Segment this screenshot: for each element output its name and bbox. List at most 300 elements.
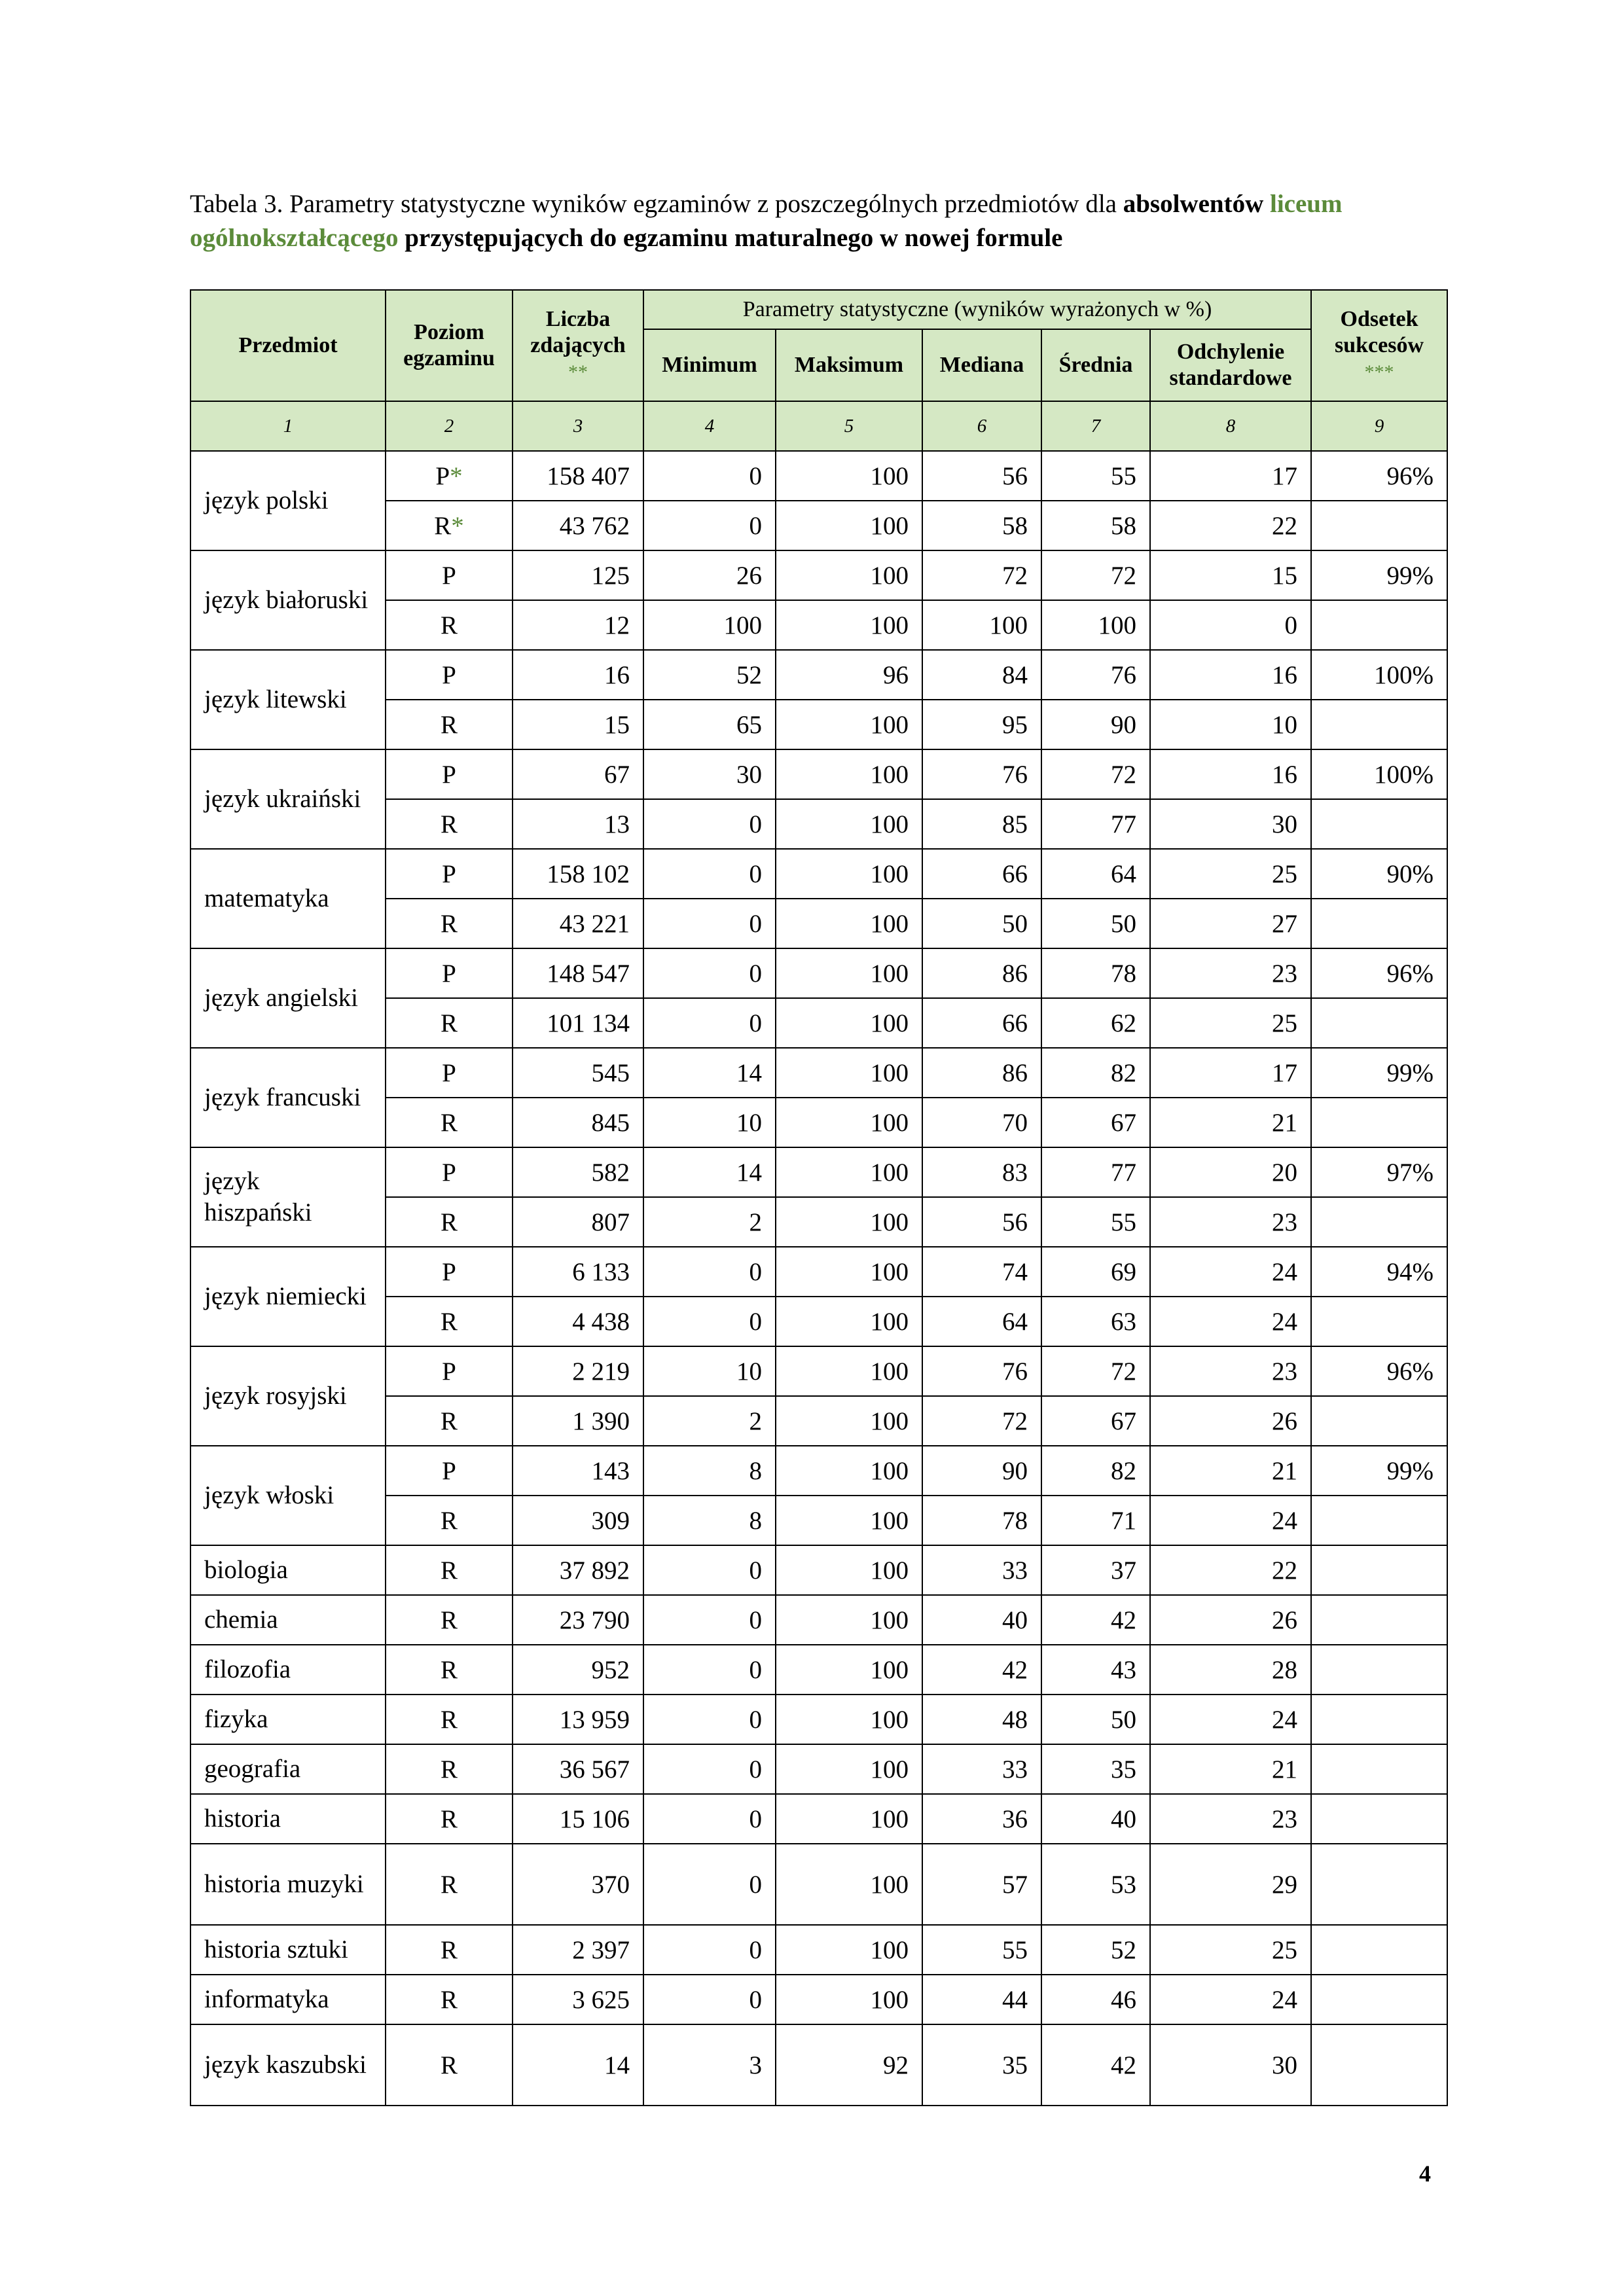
subject-cell: język niemiecki bbox=[190, 1247, 386, 1346]
table-row bbox=[190, 1844, 1447, 1925]
subject-cell: język kaszubski bbox=[190, 2024, 386, 2106]
level-cell bbox=[386, 700, 513, 749]
minimum-cell: 0 bbox=[643, 501, 776, 550]
srednia-cell: 50 bbox=[1041, 1695, 1150, 1744]
srednia-cell: 64 bbox=[1041, 849, 1150, 899]
liczba-cell: 158 407 bbox=[513, 451, 643, 501]
odchylenie-cell: 17 bbox=[1150, 1048, 1311, 1098]
table-row bbox=[190, 550, 1447, 600]
odchylenie-cell: 28 bbox=[1150, 1645, 1311, 1695]
srednia-cell: 55 bbox=[1041, 1197, 1150, 1247]
level-value: R bbox=[440, 611, 458, 639]
odsetek-cell: 97% bbox=[1311, 1147, 1447, 1197]
maksimum-cell: 100 bbox=[776, 1247, 922, 1297]
maksimum-cell: 100 bbox=[776, 849, 922, 899]
subject-cell: język francuski bbox=[190, 1048, 386, 1147]
maksimum-cell: 100 bbox=[776, 1975, 922, 2024]
table-row bbox=[190, 1794, 1447, 1844]
level-value: P bbox=[442, 1158, 456, 1187]
level-value: R bbox=[440, 1804, 458, 1833]
level-cell bbox=[386, 1396, 513, 1446]
srednia-cell: 46 bbox=[1041, 1975, 1150, 2024]
table-row bbox=[190, 1595, 1447, 1645]
srednia-cell: 77 bbox=[1041, 799, 1150, 849]
mediana-cell: 72 bbox=[922, 1396, 1041, 1446]
mediana-cell: 33 bbox=[922, 1545, 1041, 1595]
column-number: 4 bbox=[643, 401, 776, 451]
odsetek-cell: 96% bbox=[1311, 451, 1447, 501]
liczba-cell: 37 892 bbox=[513, 1545, 643, 1595]
maksimum-cell: 100 bbox=[776, 749, 922, 799]
header-parametry: Parametry statystyczne (wyników wyrażonych w %) bbox=[643, 290, 1311, 329]
mediana-cell: 48 bbox=[922, 1695, 1041, 1744]
mediana-cell: 85 bbox=[922, 799, 1041, 849]
mediana-cell: 33 bbox=[922, 1744, 1041, 1794]
subject-cell: język polski bbox=[190, 451, 386, 550]
liczba-cell: 3 625 bbox=[513, 1975, 643, 2024]
maksimum-cell: 100 bbox=[776, 1695, 922, 1744]
liczba-cell: 13 bbox=[513, 799, 643, 849]
mediana-cell: 66 bbox=[922, 849, 1041, 899]
srednia-cell: 67 bbox=[1041, 1098, 1150, 1147]
level-value: P bbox=[442, 660, 456, 689]
liczba-cell: 16 bbox=[513, 650, 643, 700]
level-cell bbox=[386, 1844, 513, 1925]
level-value: P bbox=[442, 859, 456, 888]
level-cell bbox=[386, 600, 513, 650]
liczba-cell: 845 bbox=[513, 1098, 643, 1147]
minimum-cell: 8 bbox=[643, 1446, 776, 1496]
odchylenie-cell: 22 bbox=[1150, 501, 1311, 550]
header-liczba-label: Liczba zdających bbox=[530, 306, 626, 357]
maksimum-cell: 100 bbox=[776, 1545, 922, 1595]
level-cell bbox=[386, 1147, 513, 1197]
level-cell bbox=[386, 1197, 513, 1247]
odchylenie-cell: 29 bbox=[1150, 1844, 1311, 1925]
level-cell bbox=[386, 1975, 513, 2024]
minimum-cell: 0 bbox=[643, 1247, 776, 1297]
liczba-cell: 545 bbox=[513, 1048, 643, 1098]
level-cell bbox=[386, 998, 513, 1048]
minimum-cell: 0 bbox=[643, 899, 776, 948]
maksimum-cell: 100 bbox=[776, 998, 922, 1048]
table-row bbox=[190, 1645, 1447, 1695]
maksimum-cell: 100 bbox=[776, 1794, 922, 1844]
minimum-cell: 0 bbox=[643, 1925, 776, 1975]
level-cell bbox=[386, 1695, 513, 1744]
odchylenie-cell: 16 bbox=[1150, 650, 1311, 700]
minimum-cell: 2 bbox=[643, 1396, 776, 1446]
odchylenie-cell: 26 bbox=[1150, 1396, 1311, 1446]
level-cell bbox=[386, 899, 513, 948]
subject-cell: język białoruski bbox=[190, 550, 386, 650]
level-cell bbox=[386, 2024, 513, 2106]
maksimum-cell: 100 bbox=[776, 1346, 922, 1396]
liczba-cell: 158 102 bbox=[513, 849, 643, 899]
table-row bbox=[190, 1346, 1447, 1396]
odchylenie-cell: 26 bbox=[1150, 1595, 1311, 1645]
minimum-cell: 26 bbox=[643, 550, 776, 600]
maksimum-cell: 100 bbox=[776, 799, 922, 849]
maksimum-cell: 100 bbox=[776, 501, 922, 550]
odsetek-cell bbox=[1311, 700, 1447, 749]
level-value: R bbox=[434, 511, 452, 540]
srednia-cell: 69 bbox=[1041, 1247, 1150, 1297]
srednia-cell: 72 bbox=[1041, 749, 1150, 799]
level-cell bbox=[386, 1247, 513, 1297]
mediana-cell: 76 bbox=[922, 1346, 1041, 1396]
level-cell bbox=[386, 650, 513, 700]
subject-cell: historia muzyki bbox=[190, 1844, 386, 1925]
maksimum-cell: 100 bbox=[776, 1048, 922, 1098]
odsetek-cell bbox=[1311, 998, 1447, 1048]
maksimum-cell: 100 bbox=[776, 1197, 922, 1247]
level-value: R bbox=[440, 1506, 458, 1535]
odchylenie-cell: 16 bbox=[1150, 749, 1311, 799]
minimum-cell: 0 bbox=[643, 1545, 776, 1595]
odchylenie-cell: 20 bbox=[1150, 1147, 1311, 1197]
minimum-cell: 8 bbox=[643, 1496, 776, 1545]
maksimum-cell: 100 bbox=[776, 451, 922, 501]
level-value: R bbox=[440, 909, 458, 938]
table-row bbox=[190, 451, 1447, 501]
mediana-cell: 35 bbox=[922, 2024, 1041, 2106]
srednia-cell: 78 bbox=[1041, 948, 1150, 998]
srednia-cell: 43 bbox=[1041, 1645, 1150, 1695]
level-cell bbox=[386, 1744, 513, 1794]
level-value: P bbox=[442, 1058, 456, 1087]
table-row bbox=[190, 1048, 1447, 1098]
mediana-cell: 86 bbox=[922, 948, 1041, 998]
caption-green: liceum ogólnokształcącego bbox=[190, 190, 1343, 252]
odchylenie-cell: 23 bbox=[1150, 1794, 1311, 1844]
liczba-cell: 14 bbox=[513, 2024, 643, 2106]
header-przedmiot: Przedmiot bbox=[190, 290, 386, 401]
liczba-cell: 582 bbox=[513, 1147, 643, 1197]
odchylenie-cell: 25 bbox=[1150, 849, 1311, 899]
odsetek-cell: 99% bbox=[1311, 550, 1447, 600]
level-value: R bbox=[440, 710, 458, 739]
mediana-cell: 36 bbox=[922, 1794, 1041, 1844]
mediana-cell: 44 bbox=[922, 1975, 1041, 2024]
subject-cell: informatyka bbox=[190, 1975, 386, 2024]
srednia-cell: 50 bbox=[1041, 899, 1150, 948]
subject-cell: matematyka bbox=[190, 849, 386, 948]
odchylenie-cell: 17 bbox=[1150, 451, 1311, 501]
level-cell bbox=[386, 451, 513, 501]
liczba-cell: 15 106 bbox=[513, 1794, 643, 1844]
level-cell bbox=[386, 1545, 513, 1595]
odsetek-cell bbox=[1311, 799, 1447, 849]
liczba-cell: 15 bbox=[513, 700, 643, 749]
level-value: R bbox=[440, 1108, 458, 1137]
header-mediana: Mediana bbox=[922, 329, 1041, 401]
table-caption bbox=[190, 187, 1447, 255]
odsetek-cell: 99% bbox=[1311, 1446, 1447, 1496]
odchylenie-cell: 23 bbox=[1150, 948, 1311, 998]
level-cell bbox=[386, 849, 513, 899]
liczba-cell: 952 bbox=[513, 1645, 643, 1695]
level-cell bbox=[386, 1446, 513, 1496]
maksimum-cell: 96 bbox=[776, 650, 922, 700]
odchylenie-cell: 21 bbox=[1150, 1744, 1311, 1794]
srednia-cell: 100 bbox=[1041, 600, 1150, 650]
odsetek-cell: 99% bbox=[1311, 1048, 1447, 1098]
level-value: R bbox=[440, 1407, 458, 1435]
maksimum-cell: 100 bbox=[776, 1446, 922, 1496]
srednia-cell: 67 bbox=[1041, 1396, 1150, 1446]
table-row bbox=[190, 849, 1447, 899]
subject-cell: język rosyjski bbox=[190, 1346, 386, 1446]
srednia-cell: 77 bbox=[1041, 1147, 1150, 1197]
level-value: R bbox=[440, 1705, 458, 1734]
mediana-cell: 83 bbox=[922, 1147, 1041, 1197]
srednia-cell: 35 bbox=[1041, 1744, 1150, 1794]
liczba-cell: 6 133 bbox=[513, 1247, 643, 1297]
odchylenie-cell: 23 bbox=[1150, 1197, 1311, 1247]
minimum-cell: 0 bbox=[643, 799, 776, 849]
srednia-cell: 42 bbox=[1041, 1595, 1150, 1645]
table-row bbox=[190, 749, 1447, 799]
column-number: 8 bbox=[1150, 401, 1311, 451]
mediana-cell: 76 bbox=[922, 749, 1041, 799]
maksimum-cell: 100 bbox=[776, 1147, 922, 1197]
liczba-cell: 12 bbox=[513, 600, 643, 650]
level-value: R bbox=[440, 1655, 458, 1684]
subject-cell: język litewski bbox=[190, 650, 386, 749]
column-number: 7 bbox=[1041, 401, 1150, 451]
odchylenie-cell: 24 bbox=[1150, 1975, 1311, 2024]
level-cell bbox=[386, 1297, 513, 1346]
mediana-cell: 56 bbox=[922, 451, 1041, 501]
odsetek-cell: 100% bbox=[1311, 749, 1447, 799]
srednia-cell: 72 bbox=[1041, 1346, 1150, 1396]
minimum-cell: 10 bbox=[643, 1098, 776, 1147]
level-value: P bbox=[442, 760, 456, 789]
odchylenie-cell: 30 bbox=[1150, 2024, 1311, 2106]
subject-cell: historia sztuki bbox=[190, 1925, 386, 1975]
srednia-cell: 62 bbox=[1041, 998, 1150, 1048]
table-row bbox=[190, 650, 1447, 700]
mediana-cell: 72 bbox=[922, 550, 1041, 600]
srednia-cell: 52 bbox=[1041, 1925, 1150, 1975]
minimum-cell: 0 bbox=[643, 1794, 776, 1844]
subject-cell: język hiszpański bbox=[190, 1147, 386, 1247]
column-number: 6 bbox=[922, 401, 1041, 451]
level-value: P bbox=[442, 1257, 456, 1286]
srednia-cell: 53 bbox=[1041, 1844, 1150, 1925]
level-value: R bbox=[440, 1208, 458, 1236]
level-value: R bbox=[440, 1605, 458, 1634]
liczba-cell: 36 567 bbox=[513, 1744, 643, 1794]
minimum-cell: 14 bbox=[643, 1048, 776, 1098]
mediana-cell: 58 bbox=[922, 501, 1041, 550]
srednia-cell: 58 bbox=[1041, 501, 1150, 550]
maksimum-cell: 100 bbox=[776, 600, 922, 650]
srednia-cell: 55 bbox=[1041, 451, 1150, 501]
odsetek-cell bbox=[1311, 501, 1447, 550]
header-liczba-stars: ** bbox=[568, 361, 588, 383]
header-odsetek-stars: *** bbox=[1364, 361, 1394, 383]
minimum-cell: 65 bbox=[643, 700, 776, 749]
level-cell bbox=[386, 1048, 513, 1098]
srednia-cell: 82 bbox=[1041, 1048, 1150, 1098]
minimum-cell: 0 bbox=[643, 849, 776, 899]
srednia-cell: 63 bbox=[1041, 1297, 1150, 1346]
minimum-cell: 0 bbox=[643, 1695, 776, 1744]
level-star: * bbox=[450, 461, 463, 490]
liczba-cell: 13 959 bbox=[513, 1695, 643, 1744]
liczba-cell: 2 397 bbox=[513, 1925, 643, 1975]
liczba-cell: 67 bbox=[513, 749, 643, 799]
level-value: P bbox=[442, 1357, 456, 1386]
table-row bbox=[190, 1975, 1447, 2024]
level-cell bbox=[386, 749, 513, 799]
level-value: R bbox=[440, 1935, 458, 1964]
level-value: P bbox=[435, 461, 450, 490]
odsetek-cell bbox=[1311, 1197, 1447, 1247]
odsetek-cell: 96% bbox=[1311, 1346, 1447, 1396]
odchylenie-cell: 25 bbox=[1150, 1925, 1311, 1975]
maksimum-cell: 92 bbox=[776, 2024, 922, 2106]
maksimum-cell: 100 bbox=[776, 948, 922, 998]
column-number: 2 bbox=[386, 401, 513, 451]
level-star: * bbox=[451, 511, 464, 540]
odsetek-cell bbox=[1311, 1695, 1447, 1744]
minimum-cell: 0 bbox=[643, 1595, 776, 1645]
odsetek-cell bbox=[1311, 1744, 1447, 1794]
maksimum-cell: 100 bbox=[776, 1396, 922, 1446]
header-poziom: Poziom egzaminu bbox=[386, 290, 513, 401]
liczba-cell: 370 bbox=[513, 1844, 643, 1925]
liczba-cell: 807 bbox=[513, 1197, 643, 1247]
odchylenie-cell: 24 bbox=[1150, 1695, 1311, 1744]
mediana-cell: 50 bbox=[922, 899, 1041, 948]
minimum-cell: 30 bbox=[643, 749, 776, 799]
header-liczba bbox=[513, 290, 643, 401]
level-cell bbox=[386, 501, 513, 550]
level-cell bbox=[386, 799, 513, 849]
header-odsetek bbox=[1311, 290, 1447, 401]
minimum-cell: 0 bbox=[643, 1744, 776, 1794]
minimum-cell: 10 bbox=[643, 1346, 776, 1396]
maksimum-cell: 100 bbox=[776, 700, 922, 749]
level-cell bbox=[386, 1595, 513, 1645]
level-value: P bbox=[442, 561, 456, 590]
minimum-cell: 0 bbox=[643, 1297, 776, 1346]
odchylenie-cell: 10 bbox=[1150, 700, 1311, 749]
subject-cell: historia bbox=[190, 1794, 386, 1844]
liczba-cell: 148 547 bbox=[513, 948, 643, 998]
level-value: R bbox=[440, 1870, 458, 1899]
table-row bbox=[190, 1695, 1447, 1744]
column-number: 5 bbox=[776, 401, 922, 451]
mediana-cell: 40 bbox=[922, 1595, 1041, 1645]
odchylenie-cell: 21 bbox=[1150, 1098, 1311, 1147]
odchylenie-cell: 25 bbox=[1150, 998, 1311, 1048]
minimum-cell: 0 bbox=[643, 998, 776, 1048]
column-number: 3 bbox=[513, 401, 643, 451]
odchylenie-cell: 22 bbox=[1150, 1545, 1311, 1595]
srednia-cell: 72 bbox=[1041, 550, 1150, 600]
mediana-cell: 64 bbox=[922, 1297, 1041, 1346]
level-value: R bbox=[440, 1009, 458, 1037]
maksimum-cell: 100 bbox=[776, 1297, 922, 1346]
page-number: 4 bbox=[1419, 2161, 1431, 2187]
header-odsetek-label: Odsetek sukcesów bbox=[1335, 306, 1424, 357]
minimum-cell: 0 bbox=[643, 948, 776, 998]
liczba-cell: 43 762 bbox=[513, 501, 643, 550]
odchylenie-cell: 0 bbox=[1150, 600, 1311, 650]
odsetek-cell: 90% bbox=[1311, 849, 1447, 899]
srednia-cell: 71 bbox=[1041, 1496, 1150, 1545]
minimum-cell: 100 bbox=[643, 600, 776, 650]
liczba-cell: 4 438 bbox=[513, 1297, 643, 1346]
maksimum-cell: 100 bbox=[776, 1645, 922, 1695]
table-row bbox=[190, 1446, 1447, 1496]
odsetek-cell bbox=[1311, 1496, 1447, 1545]
maksimum-cell: 100 bbox=[776, 1595, 922, 1645]
maksimum-cell: 100 bbox=[776, 550, 922, 600]
odsetek-cell: 100% bbox=[1311, 650, 1447, 700]
mediana-cell: 74 bbox=[922, 1247, 1041, 1297]
minimum-cell: 0 bbox=[643, 1645, 776, 1695]
odsetek-cell bbox=[1311, 1545, 1447, 1595]
odchylenie-cell: 15 bbox=[1150, 550, 1311, 600]
srednia-cell: 76 bbox=[1041, 650, 1150, 700]
subject-cell: język włoski bbox=[190, 1446, 386, 1545]
mediana-cell: 78 bbox=[922, 1496, 1041, 1545]
maksimum-cell: 100 bbox=[776, 899, 922, 948]
mediana-cell: 90 bbox=[922, 1446, 1041, 1496]
maksimum-cell: 100 bbox=[776, 1098, 922, 1147]
srednia-cell: 37 bbox=[1041, 1545, 1150, 1595]
table-row bbox=[190, 948, 1447, 998]
table-body bbox=[190, 401, 1447, 2106]
mediana-cell: 84 bbox=[922, 650, 1041, 700]
maksimum-cell: 100 bbox=[776, 1844, 922, 1925]
odsetek-cell bbox=[1311, 1297, 1447, 1346]
header-srednia: Średnia bbox=[1041, 329, 1150, 401]
level-cell bbox=[386, 948, 513, 998]
level-cell bbox=[386, 1645, 513, 1695]
minimum-cell: 0 bbox=[643, 1975, 776, 2024]
odsetek-cell bbox=[1311, 600, 1447, 650]
level-cell bbox=[386, 550, 513, 600]
caption-bold-end: przystępujących do egzaminu maturalnego w nowej formule bbox=[405, 224, 1063, 252]
subject-cell: biologia bbox=[190, 1545, 386, 1595]
minimum-cell: 3 bbox=[643, 2024, 776, 2106]
mediana-cell: 56 bbox=[922, 1197, 1041, 1247]
odchylenie-cell: 23 bbox=[1150, 1346, 1311, 1396]
odsetek-cell bbox=[1311, 1396, 1447, 1446]
srednia-cell: 82 bbox=[1041, 1446, 1150, 1496]
table-row bbox=[190, 1744, 1447, 1794]
maksimum-cell: 100 bbox=[776, 1925, 922, 1975]
odchylenie-cell: 24 bbox=[1150, 1247, 1311, 1297]
odsetek-cell bbox=[1311, 1098, 1447, 1147]
mediana-cell: 86 bbox=[922, 1048, 1041, 1098]
odchylenie-cell: 24 bbox=[1150, 1496, 1311, 1545]
odsetek-cell bbox=[1311, 2024, 1447, 2106]
odsetek-cell: 96% bbox=[1311, 948, 1447, 998]
odchylenie-cell: 30 bbox=[1150, 799, 1311, 849]
subject-cell: geografia bbox=[190, 1744, 386, 1794]
level-value: P bbox=[442, 959, 456, 988]
table-row bbox=[190, 1545, 1447, 1595]
liczba-cell: 1 390 bbox=[513, 1396, 643, 1446]
odchylenie-cell: 24 bbox=[1150, 1297, 1311, 1346]
